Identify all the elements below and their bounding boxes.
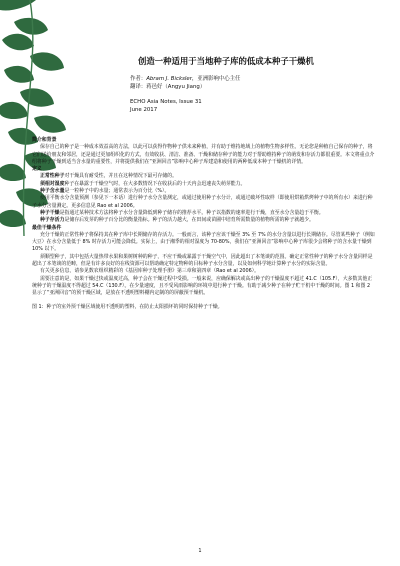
definition-viability: 种子存活力是储存后发芽的种子百分比的衡量指标。种子的活力越大，在田间或苗圃中培育所需数量的植物所需的种子就越少。 — [40, 217, 314, 224]
section-heading-definitions: 定义 — [32, 166, 42, 173]
paragraph-best-1: 充分干燥的正常性种子将保持其在种子库中长期储存的存活力。一般而言，该种子应该干燥至 3% 至 7% 的水分含量以进行长期储存。尽管某些种子（例如大豆）在水分含量低于 8% 时存活力可能会降低。实际上，由于湘季的相对湿度为 70-80%，我们在“亚洲回音”影响中心种子库很少会将种子的含水量干燥到 10% 以下。 — [32, 231, 375, 253]
author-name: Abram J. Bicksler — [146, 76, 192, 82]
paragraph-best-4: 需要注意的是，如果干燥过快或温度过高，种子会在干燥过程中受损。一般来说，应确保解决或高出种子的干燥温度不超过 41.C（105.F），大多数其他正统种子的干燥温度不得超过 54.C（130.F）。在少量速度，且不受风雨影响的环境中进行种子干燥。有助于减少种子在种子贮干机中干燥的时间。图 1 和图 2 显示了“亚洲回音”的预干燥区域，是放在不透明塑料棚内定制的的屏蔽预干燥机。 — [32, 275, 373, 297]
definition-orthodox: 正常性种子对干燥具有耐受性，并且在这种情况下最可存储的。 — [40, 173, 177, 180]
article-title: 创造一种适用于当地种子库的低成本种子干燥机 — [138, 56, 314, 66]
article-body — [32, 137, 376, 311]
section-heading-best-conditions: 最佳干燥条件 — [32, 224, 62, 231]
definition-moisture-content: 种子含水量是一粒种子中的水量；通常表示为百分比（%）。 — [40, 188, 170, 195]
date-line: June 2017 — [130, 107, 158, 113]
paragraph-best-2: 须顺型种子，其中包括大量热带水果和果树树种的种子，不应干燥或暴露于干燥空气中，因此超出了本笔谈的范围。确定正常性种子的种子水分含量同样是超出了本笔谈的范畴，但是有许多良好的在线资源可以帮助确定特定物种的目标种子水分含量，以及如何科学地计算种子水分的实际含量。 — [32, 253, 373, 268]
translator-line: 翻译：蒋邑好（Angyu Jiang） — [130, 84, 206, 90]
section-heading-intro: 简介和背景 — [32, 137, 57, 143]
definition-recalcitrant: 须相对湿度种子在暴露于干燥空气时，在大多数情况下在收获后的十天内会迅速丧失萌芽能力。 — [40, 180, 246, 187]
journal-line: ECHO Asia Notes, Issue 31 — [130, 99, 202, 105]
paragraph-intro: 保存自己的种子是一种成本效益高的方法，以此可以获得作物种子供未来种植，并有助于维持地域上的植物生物多样性。无论您是种植自己保存的种子，将它们送给朋友和邻居，还是通过更加组织化的方式，有效收获、清洁、准备、干燥和储存种子的能力对于帮助维持种子的萌发和存活力都很重要。本文将重点介绍将种子干燥到适当含水量的重要性，并将提供我们在“亚洲回音”影响中心种子库建造和使用的两种低成本种子干燥机的详情。 — [32, 144, 375, 165]
figure-caption: 图 1：种子的室外预干燥区域使用不透明的塑料，在防止太阳损坏的同时保持种子干燥。 — [32, 303, 223, 310]
author-line: 作者：Abram J. Bicksler，亚洲影响中心主任 — [130, 76, 241, 82]
article-meta — [130, 75, 380, 114]
page-number: 1 — [198, 548, 202, 554]
paragraph-best-3: 有关更多信息，请参见数农组织精彩的《基因库种子处理手册》第三章和第四章（Rao et al 2006）。 — [40, 268, 260, 275]
translator-name: 蒋邑好（Angyu Jiang） — [146, 84, 206, 90]
definition-moisture-method: 使用平衡水分含量预测（参见下一本话）进行种子水分含量测定，或通过使用种子水分计，或通过破坏性取样（即使用烘箱烘烤种子中的所有水）来进行种子水分含量测定。更多信息见 Rao et al 2006。 — [32, 195, 373, 209]
definition-seed-drying: 种子干燥是指通过某种技术方法将种子水分含量降低到种子储存的推荐水平。种子以指数的速率进行干燥，直至水分含量趋于平衡。 — [40, 209, 324, 216]
